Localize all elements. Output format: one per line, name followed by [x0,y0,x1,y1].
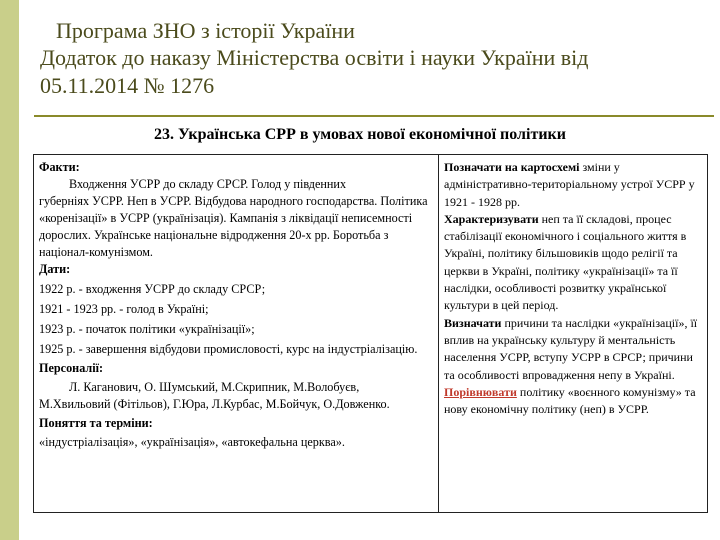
date-item: 1925 р. - завершення відбудови промисловості, курс на індустріалізацію. [39,342,418,356]
date-item: 1923 р. - початок політики «українізації»; [39,322,255,336]
persons-label: Персоналії: [39,361,104,375]
terms-label: Поняття та терміни: [39,416,153,430]
date-item: 1922 р. - входження УСРР до складу СРСР; [39,282,266,296]
side-accent-bar [0,0,19,540]
right-column [444,159,702,418]
facts-text: губерніях УСРР. Неп в УСРР. Відбудова народного господарства. Політика «коренізації» в УСРР (українізація). Кампанія з ліквідації неписемності дорослих. Українське національне відродження 20-х рр. Боротьба з націонал-комунізмом. [39,194,428,259]
map-label: Позначати на картосхемі [444,160,580,174]
header-divider [34,115,714,117]
topic-title: 23. Українська СРР в умовах нової економічної політики [153,126,566,143]
header [40,18,710,100]
content-table [33,154,708,513]
facts-label: Факти: [39,160,80,174]
dates-label: Дати: [39,262,71,276]
compare-label: Порівнювати [444,384,517,399]
persons-first-line: Л. Каганович, О. Шумський, М.Скрипник, М.Волобуєв, [69,380,360,394]
characterize-label: Характеризувати [444,211,539,226]
characterize-text: неп та її складові, процес стабілізації економічного і соціального життя в Україні, політику більшовиків щодо релігії та церкви в Україні, політику «українізації» та її наслідки, особливості розвитку української культури в цей період. [444,211,687,313]
define-text: причини та наслідки «українізації», її вплив на українську культуру й ментальність населення УСРР, вступу УСРР в СРСР; причини та особливості впровадження непу в Україні. [444,315,698,382]
persons-text: М.Хвильовий (Фітільов), Г.Юра, Л.Курбас, М.Бойчук, О.Довженко. [39,397,390,411]
page-subtitle: Додаток до наказу Міністерства освіти і науки України від [40,45,589,70]
map-text: зміни у адміністративно-територіальному устрої УСРР у 1921 - 1928 рр. [444,160,695,209]
order-date: 05.11.2014 № 1276 [40,73,215,98]
define-label: Визначати [444,315,502,330]
column-divider [438,155,439,512]
facts-first-line: Входження УСРР до складу СРСР. Голод у південних [69,177,347,191]
compare-text: політику «воєнного комунізму» та нову економічну політику (неп) в УСРР. [444,384,696,417]
page-title: Програма ЗНО з історії України [56,18,355,43]
terms-text: «індустріалізація», «українізація», «автокефальна церква». [39,435,345,449]
left-column [39,159,431,451]
date-item: 1921 - 1923 рр. - голод в Україні; [39,302,209,316]
